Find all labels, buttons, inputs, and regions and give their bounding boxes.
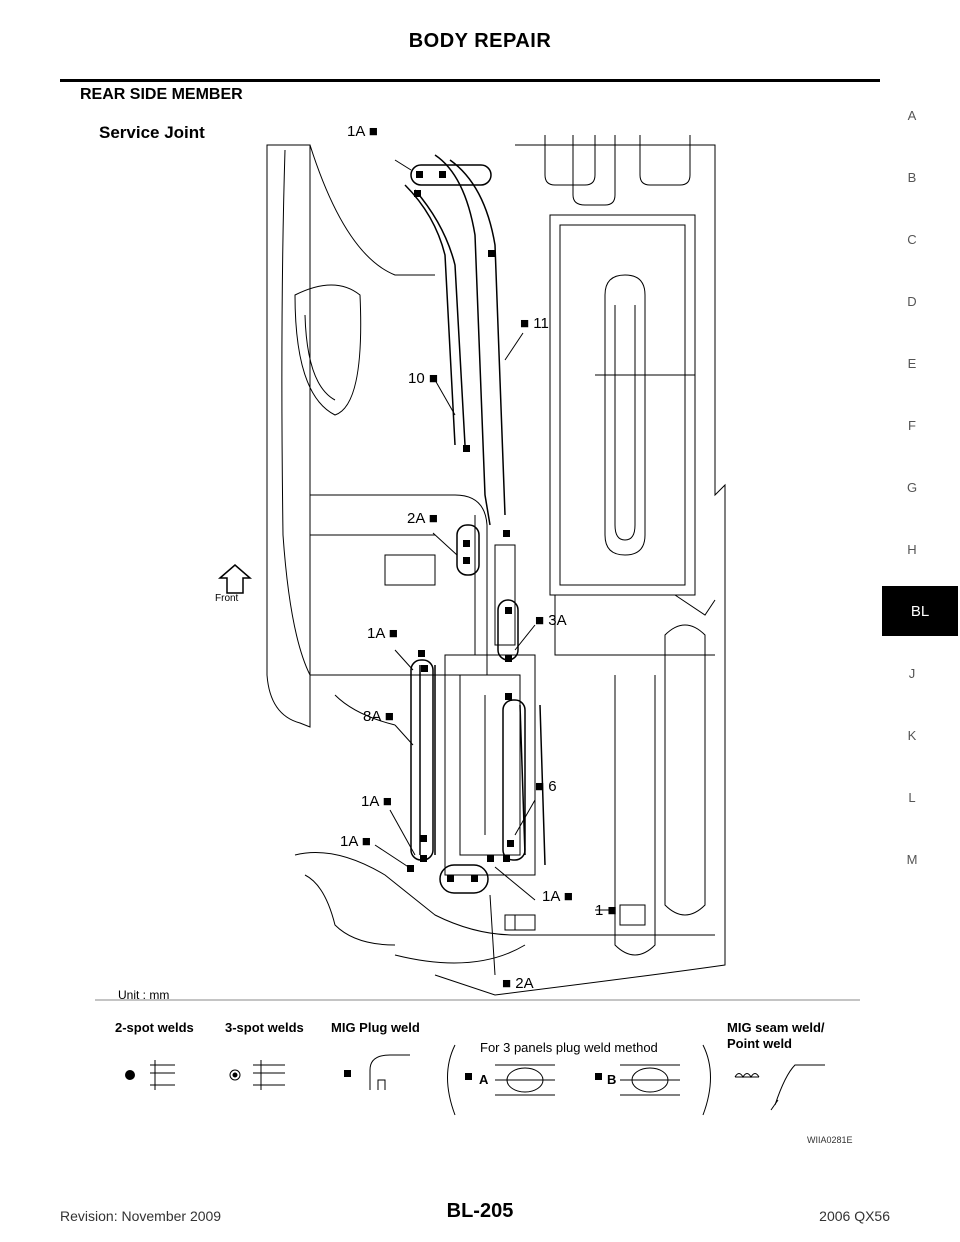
- callout-11: ■ 11: [520, 315, 549, 332]
- front-label: Front: [215, 593, 239, 604]
- footer-model: 2006 QX56: [819, 1208, 890, 1224]
- index-tab-e[interactable]: E: [907, 356, 917, 371]
- figure-code: WIIA0281E: [807, 1135, 853, 1145]
- callout-6: ■ 6: [535, 778, 557, 795]
- callout-3a: ■ 3A: [535, 612, 567, 629]
- index-tab-g[interactable]: G: [906, 480, 918, 495]
- section-title: REAR SIDE MEMBER: [80, 86, 243, 103]
- index-tab-a[interactable]: A: [907, 108, 917, 123]
- legend-b: B: [607, 1072, 617, 1087]
- callout-2a-bottom: ■ 2A: [502, 975, 534, 992]
- unit-label: Unit : mm: [118, 988, 170, 1002]
- figure-title: Service Joint: [99, 123, 205, 142]
- index-tab-c[interactable]: C: [907, 232, 917, 247]
- index-tab-bl[interactable]: BL: [882, 586, 958, 636]
- index-tab-d[interactable]: D: [907, 294, 917, 309]
- callout-8a: 8A ■: [363, 708, 394, 725]
- page-header: BODY REPAIR: [408, 30, 552, 52]
- legend-three-spot: 3-spot welds: [225, 1020, 304, 1035]
- index-tab-b[interactable]: B: [907, 170, 917, 185]
- callout-1a-top: 1A ■: [347, 123, 378, 140]
- rear-side-member-drawing: [95, 115, 860, 1145]
- legend-three-panels: For 3 panels plug weld method: [480, 1040, 658, 1055]
- callout-1: 1 ■: [595, 902, 617, 919]
- index-tabs: [880, 0, 960, 1242]
- callout-2a-mid: 2A ■: [407, 510, 438, 527]
- index-tab-m[interactable]: M: [906, 852, 918, 867]
- legend-two-spot: 2-spot welds: [115, 1020, 194, 1035]
- callout-1a-lower: 1A ■: [361, 793, 392, 810]
- footer-revision: Revision: November 2009: [60, 1208, 222, 1224]
- index-tab-h[interactable]: H: [907, 542, 917, 557]
- legend-a: A: [479, 1072, 489, 1087]
- index-tab-k[interactable]: K: [907, 728, 917, 743]
- footer-page-number: BL-205: [446, 1200, 514, 1222]
- legend-mig-plug: MIG Plug weld: [331, 1020, 420, 1035]
- callout-10: 10 ■: [408, 370, 438, 387]
- legend-point-weld: Point weld: [727, 1036, 792, 1051]
- callout-1a-bottom-right: 1A ■: [542, 888, 573, 905]
- callout-1a-left: 1A ■: [367, 625, 398, 642]
- weld-legend-symbols: [126, 1045, 826, 1115]
- legend-mig-seam: MIG seam weld/: [727, 1020, 825, 1035]
- front-arrow-icon: [220, 565, 250, 593]
- callout-1a-bottom-left: 1A ■: [340, 833, 371, 850]
- index-tab-l[interactable]: L: [908, 790, 916, 805]
- service-joint-figure: [95, 115, 860, 1145]
- index-tab-j[interactable]: J: [908, 666, 916, 681]
- header-rule: [60, 79, 880, 82]
- index-tab-f[interactable]: F: [908, 418, 916, 433]
